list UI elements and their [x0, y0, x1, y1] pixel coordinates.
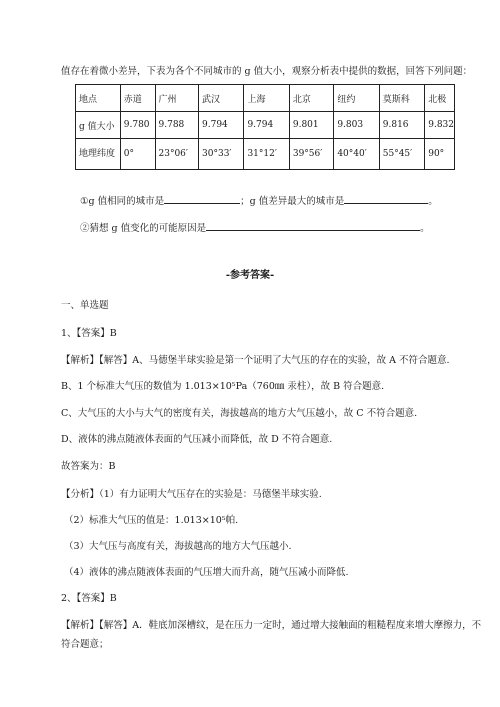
- question-2: [80, 220, 430, 234]
- table-row: [76, 112, 455, 139]
- table-cell: 莫斯科: [379, 85, 424, 112]
- table-row: [76, 139, 455, 170]
- analysis-line: 【分析】（1）有力证明大气压存在的实验是：马德堡半球实验.: [61, 489, 322, 500]
- table-cell: 9.788: [155, 112, 199, 139]
- question-text: ；g 值差异最大的城市是: [240, 196, 345, 207]
- table-cell: 9.803: [334, 112, 379, 139]
- analysis-line: （3）大气压与高度有关，海拔越高的地方大气压越小.: [64, 541, 292, 552]
- table-cell: 0°: [120, 139, 155, 170]
- explanation-line: 【解析】【解答】A．鞋底加深槽纹，是在压力一定时，通过增大接触面的粗糙程度来增大摩擦力，不: [61, 620, 482, 631]
- table-cell: 地点: [76, 85, 121, 112]
- table-cell: 40°40′: [334, 139, 379, 170]
- table-cell: 9.832: [425, 112, 455, 139]
- table-cell: g 值大小: [76, 112, 121, 139]
- table-cell: 纽约: [334, 85, 379, 112]
- table-cell: 55°45′: [379, 139, 424, 170]
- table-cell: 9.816: [379, 112, 424, 139]
- table-cell: 赤道: [120, 85, 155, 112]
- table-cell: 北京: [289, 85, 333, 112]
- table-cell: 9.794: [244, 112, 289, 139]
- section-heading: 一、单选题: [61, 300, 109, 311]
- analysis-line: （2）标准大气压的值是：1.013×10⁵帕.: [64, 515, 239, 526]
- g-value-table: [75, 84, 455, 170]
- table-cell: 9.801: [289, 112, 333, 139]
- table-cell: 90°: [425, 139, 455, 170]
- table-cell: 北极: [425, 85, 455, 112]
- table-cell: 31°12′: [244, 139, 289, 170]
- question-text: ①g 值相同的城市是: [80, 196, 165, 207]
- answer-blank[interactable]: [344, 193, 428, 204]
- table-cell: 广州: [155, 85, 199, 112]
- intro-text: 值存在着微小差异，下表为各个不同城市的 g 值大小，观察分析表中提供的数据，回答下列问题：: [61, 66, 473, 77]
- table-cell: 9.794: [199, 112, 244, 139]
- table-cell: 武汉: [199, 85, 244, 112]
- answer-line: 故答案为：B: [61, 461, 116, 472]
- table-row: [76, 85, 455, 112]
- question-text: ②猜想 g 值变化的可能原因是: [80, 223, 207, 234]
- explanation-line: 符合题意；: [61, 639, 109, 650]
- table-cell: 30°33′: [199, 139, 244, 170]
- table-cell: 上海: [244, 85, 289, 112]
- table-cell: 9.780: [120, 112, 155, 139]
- explanation-line: C、大气压的大小与大气的密度有关，海拔越高的地方大气压越小，故 C 不符合题意.: [61, 408, 418, 419]
- analysis-line: （4）液体的沸点随液体表面的气压增大而升高，随气压减小而降低.: [64, 567, 349, 578]
- table-cell: 地理纬度: [76, 139, 121, 170]
- table-cell: 39°56′: [289, 139, 333, 170]
- answer-blank[interactable]: [164, 193, 240, 204]
- answer-line: 2、【答案】B: [61, 593, 117, 604]
- answer-line: 1、【答案】B: [61, 328, 117, 339]
- table-cell: 23°06′: [155, 139, 199, 170]
- answer-blank[interactable]: [206, 220, 420, 231]
- question-end: 。: [428, 196, 438, 207]
- explanation-line: 【解析】【解答】A、马德堡半球实验是第一个证明了大气压的存在的实验，故 A 不符合题意.: [61, 355, 450, 366]
- answers-title: -参考答案-: [225, 270, 275, 281]
- explanation-line: B、1 个标准大气压的数值为 1.013×10⁵Pa（760㎜ 汞柱），故 B 符合题意.: [61, 381, 385, 392]
- question-1: [80, 193, 438, 207]
- question-end: 。: [420, 223, 430, 234]
- explanation-line: D、液体的沸点随液体表面的气压减小而降低，故 D 不符合题意.: [61, 434, 333, 445]
